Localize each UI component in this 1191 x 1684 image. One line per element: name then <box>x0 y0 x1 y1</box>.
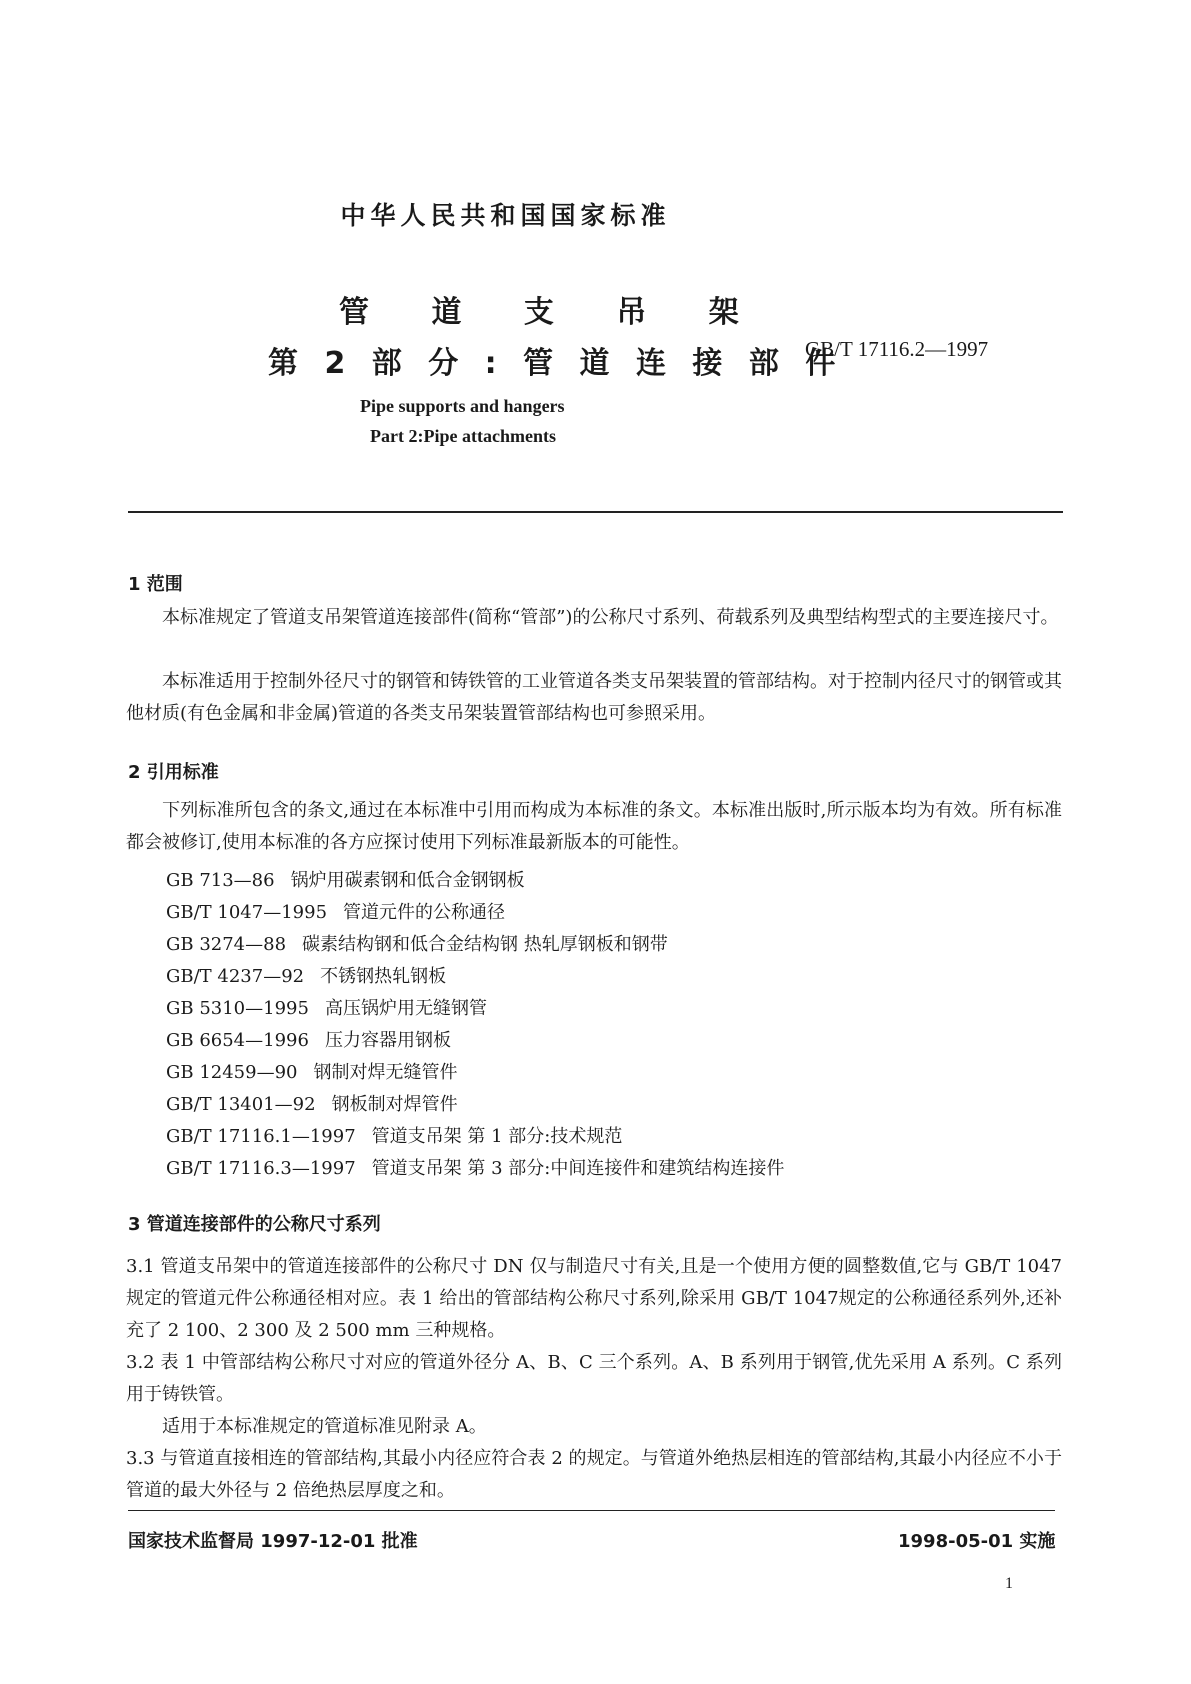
clause-3-2-note <box>126 1411 1062 1443</box>
reference-title: 管道支吊架 第 3 部分:中间连接件和建筑结构连接件 <box>371 1158 785 1179</box>
clause-3-1: 3.1 管道支吊架中的管道连接部件的公称尺寸 DN 仅与制造尺寸有关,且是一个使用方便的圆整数值,它与 GB/T 1047 规定的管道元件公称通径相对应。表 1 给出的管部结构公称尺寸系列,除采用 GB/T 1047规定的公称通径系列外,还补充了 2 100、2 300 及 2 500 mm 三种规格。 <box>126 1256 1062 1341</box>
reference-item <box>166 1153 784 1185</box>
reference-item <box>166 897 784 929</box>
reference-code: GB/T 13401—92 <box>166 1094 316 1115</box>
reference-code: GB/T 17116.3—1997 <box>166 1158 356 1179</box>
section-1-heading: 1 范围 <box>128 574 183 595</box>
reference-item <box>166 865 784 897</box>
clause-3-3: 3.3 与管道直接相连的管部结构,其最小内径应符合表 2 的规定。与管道外绝热层相连的管部结构,其最小内径应不小于管道的最大外径与 2 倍绝热层厚度之和。 <box>126 1448 1062 1501</box>
reference-code: GB 12459—90 <box>166 1062 298 1083</box>
effective-date: 1998-05-01 实施 <box>898 1531 1056 1552</box>
reference-title: 不锈钢热轧钢板 <box>320 966 447 987</box>
reference-code: GB/T 1047—1995 <box>166 902 328 923</box>
section-2-paragraph-text: 下列标准所包含的条文,通过在本标准中引用而构成为本标准的条文。本标准出版时,所示版本均为有效。所有标准都会被修订,使用本标准的各方应探讨使用下列标准最新版本的可能性。 <box>126 800 1062 853</box>
reference-code: GB 3274—88 <box>166 934 287 955</box>
reference-code: GB 713—86 <box>166 870 275 891</box>
reference-code: GB 6654—1996 <box>166 1030 309 1051</box>
section-1-paragraph-2 <box>126 666 1062 730</box>
reference-list <box>166 865 784 1185</box>
clause-3-2-note-text: 适用于本标准规定的管道标准见附录 A。 <box>162 1416 487 1437</box>
title-english-1: Pipe supports and hangers <box>360 396 565 416</box>
approval-line: 国家技术监督局 1997-12-01 批准 <box>128 1531 418 1552</box>
clause-3-2: 3.2 表 1 中管部结构公称尺寸对应的管道外径分 A、B、C 三个系列。A、B 系列用于钢管,优先采用 A 系列。C 系列用于铸铁管。 <box>126 1352 1062 1405</box>
page-number: 1 <box>1005 1575 1013 1592</box>
footer-divider <box>128 1510 1055 1511</box>
reference-item <box>166 961 784 993</box>
reference-title: 锅炉用碳素钢和低合金钢钢板 <box>290 870 525 891</box>
reference-title: 压力容器用钢板 <box>324 1030 451 1051</box>
section-1-paragraph-1-text: 本标准规定了管道支吊架管道连接部件(简称“管部”)的公称尺寸系列、荷载系列及典型结构型式的主要连接尺寸。 <box>162 607 1059 628</box>
section-1-paragraph-2-text: 本标准适用于控制外径尺寸的钢管和铸铁管的工业管道各类支吊架装置的管部结构。对于控制内径尺寸的钢管或其他材质(有色金属和非金属)管道的各类支吊架装置管部结构也可参照采用。 <box>126 671 1062 724</box>
section-3-heading: 3 管道连接部件的公称尺寸系列 <box>128 1214 381 1235</box>
section-2-paragraph <box>126 795 1062 859</box>
header-divider <box>128 511 1063 513</box>
reference-code: GB/T 17116.1—1997 <box>166 1126 356 1147</box>
standard-number: GB/T 17116.2—1997 <box>805 337 989 361</box>
reference-item <box>166 1025 784 1057</box>
reference-item <box>166 993 784 1025</box>
reference-title: 碳素结构钢和低合金结构钢 热轧厚钢板和钢带 <box>302 934 668 955</box>
reference-code: GB/T 4237—92 <box>166 966 305 987</box>
reference-code: GB 5310—1995 <box>166 998 309 1019</box>
reference-item <box>166 1121 784 1153</box>
reference-item <box>166 929 784 961</box>
reference-title: 管道元件的公称通径 <box>343 902 506 923</box>
title-english-2: Part 2:Pipe attachments <box>370 426 556 446</box>
reference-title: 管道支吊架 第 1 部分:技术规范 <box>371 1126 623 1147</box>
reference-item <box>166 1089 784 1121</box>
reference-title: 钢制对焊无缝管件 <box>313 1062 458 1083</box>
title-part: 第 2 部 分 : 管 道 连 接 部 件 <box>268 346 844 381</box>
title-main: 管 道 支 吊 架 <box>339 295 765 330</box>
section-1-paragraph-1 <box>126 602 1062 634</box>
country-standard-heading: 中华人民共和国国家标准 <box>340 201 671 230</box>
reference-item <box>166 1057 784 1089</box>
reference-title: 高压锅炉用无缝钢管 <box>324 998 487 1019</box>
section-2-heading: 2 引用标准 <box>128 762 219 783</box>
reference-title: 钢板制对焊管件 <box>331 1094 458 1115</box>
